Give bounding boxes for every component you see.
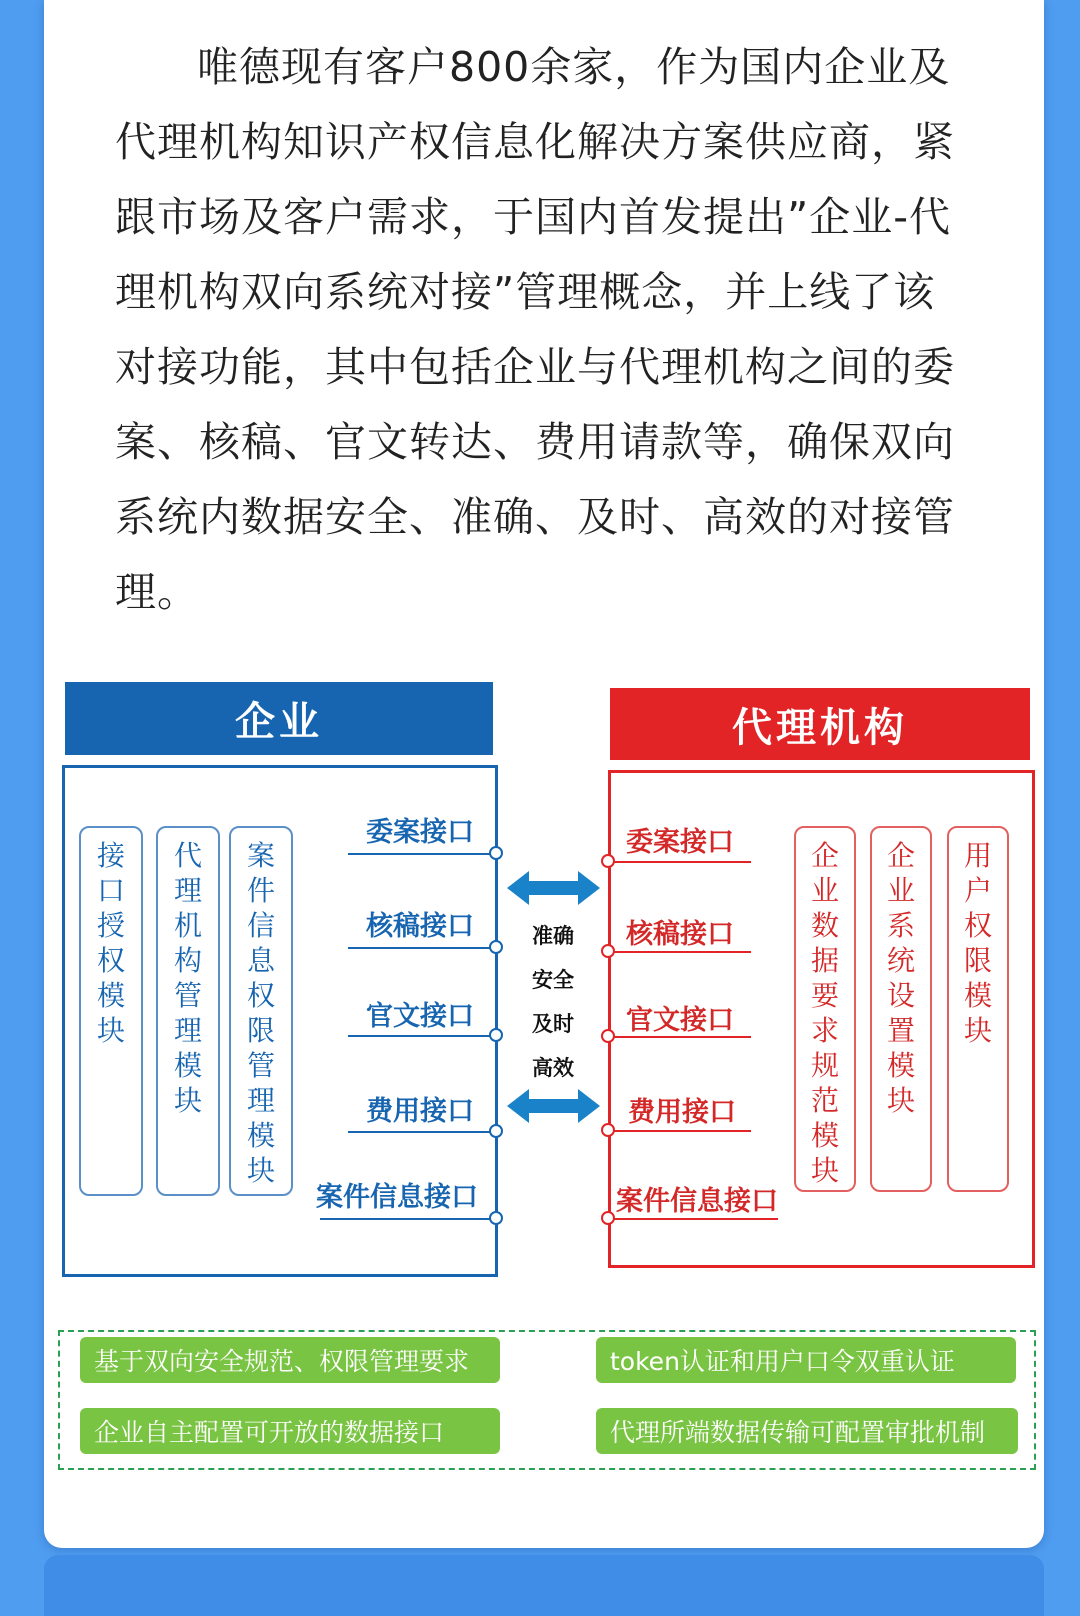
module-char: 权 [246,979,275,1012]
module-char: 授 [96,909,125,942]
module-char: 代 [173,839,202,872]
module-char: 模 [810,1119,839,1152]
enterprise-iface-guanwen: 官文接口 [366,1001,474,1032]
module-char: 块 [963,1014,992,1047]
module-char: 模 [246,1119,275,1152]
agency-iface-hegao: 核稿接口 [626,919,734,950]
feature-configurable-interface: 企业自主配置可开放的数据接口 [80,1408,500,1454]
module-char: 模 [963,979,992,1012]
agency-connector-dot [601,854,615,868]
agency-connector-dot [601,1029,615,1043]
enterprise-iface-line [348,1035,496,1037]
agency-module-data-spec [794,826,856,1192]
agency-iface-line [608,1130,751,1132]
enterprise-module-agency-mgmt [156,826,220,1196]
module-text [887,838,915,1118]
feature-token-auth: token认证和用户口令双重认证 [596,1337,1016,1383]
bidirectional-arrow-icon [507,1089,600,1123]
module-char: 块 [886,1084,915,1117]
enterprise-connector-dot [489,1028,503,1042]
module-char: 信 [246,909,275,942]
module-char: 口 [96,874,125,907]
center-label-efficient: 高效 [532,1056,574,1080]
agency-connector-dot [601,1123,615,1137]
module-char: 权 [96,944,125,977]
intro-paragraph: 唯德现有客户800余家，作为国内企业及代理机构知识产权信息化解决方案供应商，紧跟市场及客户需求，于国内首发提出”企业-代理机构双向系统对接”管理概念，并上线了该对接功能，其中包括企业与代理机构之间的委案、核稿、官文转达、费用请款等，确保双向系统内数据安全、准确、及时、高效的对接管理。 [115,43,955,616]
module-char: 息 [246,944,275,977]
agency-iface-guanwen: 官文接口 [626,1005,734,1036]
agency-module-system-settings [870,826,932,1192]
module-char: 理 [173,1014,202,1047]
module-char: 管 [173,979,202,1012]
enterprise-module-auth [79,826,143,1196]
enterprise-connector-dot [489,1124,503,1138]
module-char: 管 [246,1049,275,1082]
agency-iface-feiyong: 费用接口 [628,1097,736,1128]
agency-iface-line [608,1036,751,1038]
module-text [97,838,125,1048]
module-char: 块 [96,1014,125,1047]
module-char: 模 [173,1049,202,1082]
module-char: 范 [810,1084,839,1117]
module-char: 块 [173,1084,202,1117]
module-char: 机 [173,909,202,942]
module-char: 理 [246,1084,275,1117]
module-char: 限 [246,1014,275,1047]
module-char: 企 [810,839,839,872]
agency-iface-weian: 委案接口 [626,827,734,858]
module-char: 置 [886,1014,915,1047]
center-label-secure: 安全 [532,968,574,992]
module-text [247,838,275,1188]
module-char: 业 [886,874,915,907]
module-char: 统 [886,944,915,977]
module-text [964,838,992,1048]
module-char: 设 [886,979,915,1012]
module-char: 接 [96,839,125,872]
agency-iface-line [608,861,751,863]
module-char: 理 [173,874,202,907]
module-char: 模 [886,1049,915,1082]
enterprise-iface-case-info: 案件信息接口 [316,1182,478,1213]
enterprise-module-case-permission [229,826,293,1196]
module-char: 件 [246,874,275,907]
feature-approval-mechanism: 代理所端数据传输可配置审批机制 [596,1408,1018,1454]
agency-iface-case-info: 案件信息接口 [616,1186,778,1217]
agency-connector-dot [601,944,615,958]
module-char: 案 [246,839,275,872]
module-char: 系 [886,909,915,942]
agency-title: 代理机构 [610,688,1030,760]
enterprise-title: 企业 [65,682,493,755]
module-text [174,838,202,1118]
enterprise-iface-line [348,1131,496,1133]
enterprise-iface-weian: 委案接口 [366,817,474,848]
enterprise-iface-hegao: 核稿接口 [366,911,474,942]
module-char: 规 [810,1049,839,1082]
center-label-timely: 及时 [532,1012,574,1036]
agency-connector-dot [601,1211,615,1225]
enterprise-iface-line [348,947,496,949]
module-char: 求 [810,1014,839,1047]
enterprise-connector-dot [489,1211,503,1225]
module-text [811,838,839,1188]
enterprise-iface-line [348,853,496,855]
bidirectional-arrow-icon [507,871,600,905]
module-char: 模 [96,979,125,1012]
feature-security-spec: 基于双向安全规范、权限管理要求 [80,1337,500,1383]
module-char: 块 [810,1154,839,1187]
center-label-accurate: 准确 [532,924,574,948]
bottom-band [44,1555,1044,1616]
module-char: 用 [963,839,992,872]
enterprise-connector-dot [489,846,503,860]
module-char: 限 [963,944,992,977]
enterprise-iface-line [320,1218,496,1220]
agency-iface-line [608,1218,778,1220]
module-char: 户 [963,874,992,907]
module-char: 块 [246,1154,275,1187]
module-char: 权 [963,909,992,942]
enterprise-connector-dot [489,940,503,954]
module-char: 构 [173,944,202,977]
module-char: 据 [810,944,839,977]
agency-iface-line [608,951,751,953]
module-char: 企 [886,839,915,872]
module-char: 数 [810,909,839,942]
enterprise-iface-feiyong: 费用接口 [366,1096,474,1127]
agency-module-user-permission [947,826,1009,1192]
module-char: 要 [810,979,839,1012]
module-char: 业 [810,874,839,907]
